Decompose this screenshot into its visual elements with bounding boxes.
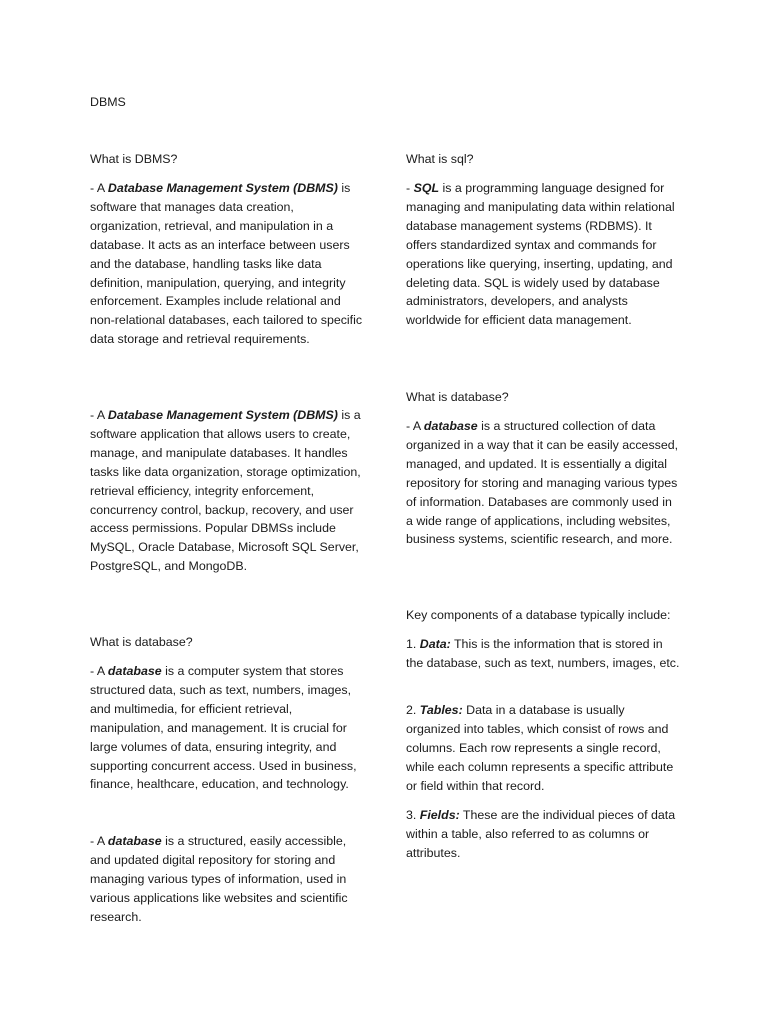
keyword-dbms: Database Management System (DBMS) bbox=[107, 408, 338, 422]
keyword-database: database bbox=[107, 834, 162, 848]
keyword-dbms: Database Management System (DBMS) bbox=[107, 181, 338, 195]
list-item-number: 3. bbox=[406, 808, 420, 822]
paragraph-prefix: - A bbox=[90, 834, 108, 848]
paragraph-database-collection bbox=[406, 417, 681, 549]
paragraph-sql-definition bbox=[406, 179, 681, 330]
heading-what-is-sql: What is sql? bbox=[406, 152, 474, 166]
paragraph-dbms-definition-1 bbox=[90, 179, 365, 349]
paragraph-database-definition-1 bbox=[90, 662, 365, 794]
paragraph-text: is a software application that allows users to create, manage, and manipulate databases. It handles tasks like data organization, storage optimization, retrieval efficiency, integrity enforcement, concurrency control, backup, recovery, and user access permissions. Popular DBMSs include MySQL, Oracle Database, Microsoft SQL Server, PostgreSQL, and MongoDB. bbox=[90, 408, 361, 574]
list-item-number: 2. bbox=[406, 703, 420, 717]
keyword-database: database bbox=[107, 664, 162, 678]
list-item-text: These are the individual pieces of data within a table, also referred to as columns or attributes. bbox=[406, 808, 676, 860]
keyword-tables: Tables: bbox=[419, 703, 463, 717]
list-item-data bbox=[406, 635, 681, 673]
keyword-fields: Fields: bbox=[419, 808, 460, 822]
heading-what-is-database-left: What is database? bbox=[90, 635, 193, 649]
list-item-tables bbox=[406, 701, 681, 796]
paragraph-text: is software that manages data creation, organization, retrieval, and manipulation in a database. It acts as an interface between users and the database, handling tasks like data definition, manipulation, querying, and integrity enforcement. Examples include relational and non-relational databases, each tailored to specific data storage and retrieval requirements. bbox=[90, 181, 363, 347]
paragraph-prefix: - bbox=[406, 181, 414, 195]
paragraph-prefix: - A bbox=[406, 419, 424, 433]
paragraph-prefix: - A bbox=[90, 408, 108, 422]
keyword-database: database bbox=[423, 419, 478, 433]
list-item-fields bbox=[406, 806, 681, 863]
list-item-text: Data in a database is usually organized into tables, which consist of rows and columns. Each row represents a single record, while each column represents a specific attribute or field within that record. bbox=[406, 703, 674, 793]
paragraph-prefix: - A bbox=[90, 664, 108, 678]
heading-what-is-dbms: What is DBMS? bbox=[90, 152, 178, 166]
paragraph-text: is a programming language designed for managing and manipulating data within relational database management systems (RDBMS). It offers standardized syntax and commands for operations like querying, inserting, updating, and deleting data. SQL is widely used by database administrators, developers, and analysts worldwide for efficient data management. bbox=[406, 181, 675, 328]
paragraph-text: is a structured collection of data organized in a way that it can be easily accessed, managed, and updated. It is essentially a digital repository for storing and managing various types of information. Databases are commonly used in a wide range of applications, including websites, business systems, scientific research, and more. bbox=[406, 419, 679, 547]
paragraph-text: is a computer system that stores structured data, such as text, numbers, images, and multimedia, for efficient retrieval, manipulation, and management. It is crucial for large volumes of data, ensuring integrity, and supporting concurrent access. Used in business, finance, healthcare, education, and technology. bbox=[90, 664, 357, 792]
list-item-number: 1. bbox=[406, 637, 420, 651]
paragraph-database-definition-2 bbox=[90, 832, 365, 927]
key-components-intro: Key components of a database typically include: bbox=[406, 608, 671, 622]
paragraph-text: is a structured, easily accessible, and updated digital repository for storing and managing various types of information, used in various applications like websites and scientific research. bbox=[90, 834, 348, 924]
heading-what-is-database-right: What is database? bbox=[406, 390, 509, 404]
paragraph-dbms-definition-2 bbox=[90, 406, 365, 576]
keyword-data: Data: bbox=[419, 637, 451, 651]
list-item-text: This is the information that is stored in the database, such as text, numbers, images, etc. bbox=[406, 637, 680, 670]
document-title: DBMS bbox=[90, 95, 126, 109]
paragraph-prefix: - A bbox=[90, 181, 108, 195]
keyword-sql: SQL bbox=[413, 181, 440, 195]
